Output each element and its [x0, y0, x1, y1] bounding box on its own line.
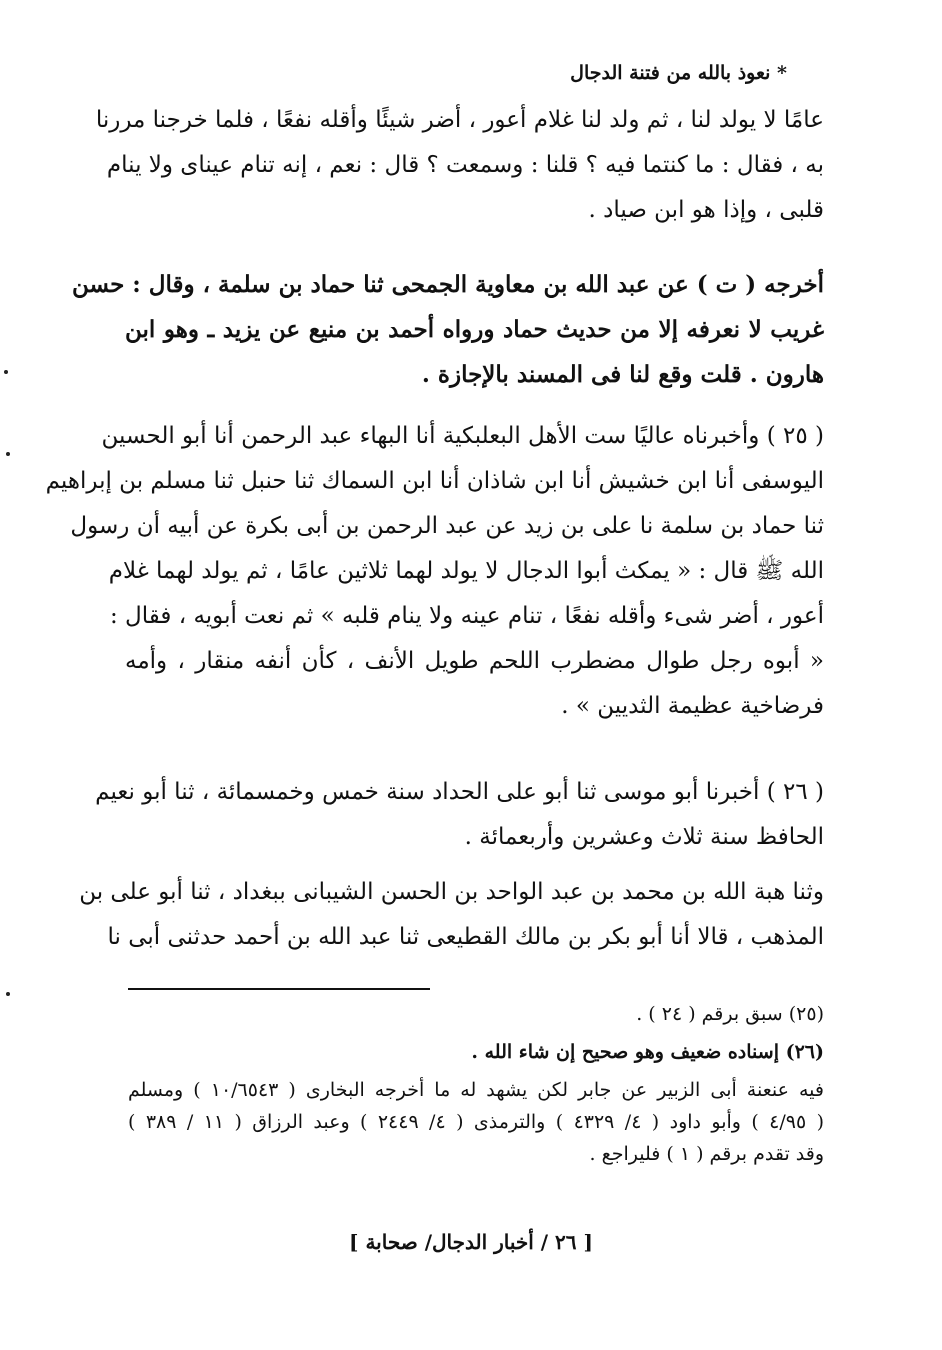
footnote-25: (٢٥) سبق برقم ( ٢٤ ) . — [636, 1003, 824, 1025]
footnote-26-title: (٢٦) إسناده ضعيف وهو صحيح إن شاء الله . — [471, 1041, 824, 1063]
footnotes — [128, 998, 824, 1170]
margin-dot — [6, 992, 10, 996]
text-line: عامًا لا يولد لنا ، ثم ولد لنا غلام أعور ، أضر شيئًا وأقله نفعًا ، فلما خرجنا مررنا — [95, 107, 824, 133]
text-line: غريب لا نعرفه إلا من حديث حماد ورواه أحمد بن منيع عن يزيد ـ وهو ابن — [125, 316, 824, 343]
text-line: اليوسفى أنا ابن خشيش أنا ابن شاذان أنا ابن السماك ثنا حنبل ثنا مسلم بن إبراهيم — [45, 468, 824, 494]
footnote-26-line: وقد تقدم برقم ( ١ ) فليراجع . — [589, 1143, 824, 1165]
page-footer: [ ٢٦ / أخبار الدجال/ صحابة ] — [349, 1230, 593, 1254]
text-line: أخرجه ( ت ) عن عبد الله بن معاوية الجمحى ثنا حماد بن سلمة ، وقال : حسن — [72, 271, 824, 298]
text-line: الحافظ سنة ثلاث وعشرين وأربعمائة . — [464, 824, 824, 850]
running-header: * نعوذ بالله من فتنة الدجال — [570, 62, 787, 84]
text-line: ( ٢٦ ) أخبرنا أبو موسى ثنا أبو على الحداد سنة خمس وخمسمائة ، ثنا أبو نعيم — [95, 779, 824, 805]
text-line: أعور ، أضر شىء وأقله نفعًا ، تنام عينه ولا ينام قلبه » ثم نعت أبويه ، فقال : — [110, 603, 824, 629]
paragraph-hadith-25 — [45, 414, 824, 729]
text-line: هارون . قلت وقع لنا فى المسند بالإجازة . — [421, 361, 824, 388]
paragraph-hadith-26 — [95, 770, 824, 860]
footnote-26-line: فيه عنعنة أبى الزبير عن جابر لكن يشهد له ما أخرجه البخارى ( ١٠/٦٥٤٣ ) ومسلم — [128, 1079, 824, 1101]
paragraph-isnad — [79, 870, 824, 960]
text-line: ثنا حماد بن سلمة نا على بن زيد عن عبد الرحمن بن أبى بكرة عن أبيه أن رسول — [70, 513, 824, 539]
footnote-divider — [128, 988, 430, 990]
text-line: فرضاخية عظيمة الثديين » . — [561, 693, 824, 719]
text-line: الله ﷺ قال : « يمكث أبوا الدجال لا يولد لهما ثلاثين عامًا ، ثم يولد لهما غلام — [108, 558, 824, 584]
margin-dot — [6, 452, 10, 456]
margin-dot — [4, 370, 8, 374]
text-line: ( ٢٥ ) وأخبرناه عاليًا ست الأهل البعلبكية أنا البهاء عبد الرحمن أنا أبو الحسين — [101, 423, 824, 449]
text-line: قلبى ، وإذا هو ابن صياد . — [588, 197, 824, 223]
text-line: به ، فقال : ما كنتما فيه ؟ قلنا : وسمعت ؟ قال : نعم ، إنه تنام عيناى ولا ينام — [106, 152, 824, 178]
footnote-26-line: ( ٤/٩٥ ) وأبو داود ( ٤/ ٤٣٢٩ ) والترمذى ( ٤/ ٢٤٤٩ ) وعبد الرزاق ( ١١ / ٣٨٩ ) — [128, 1111, 824, 1133]
text-line: « أبوه رجل طوال مضطرب اللحم طويل الأنف ، كأن أنفه منقار ، وأمه — [125, 648, 824, 674]
paragraph-hadith-end — [95, 98, 824, 233]
text-line: المذهب ، قالا أنا أبو بكر بن مالك القطيعى ثنا عبد الله بن أحمد حدثنى أبى نا — [107, 924, 824, 950]
paragraph-takhrij — [72, 262, 824, 397]
text-line: وثنا هبة الله بن محمد بن عبد الواحد بن الحسن الشيبانى ببغداد ، ثنا أبو على بن — [79, 879, 824, 905]
